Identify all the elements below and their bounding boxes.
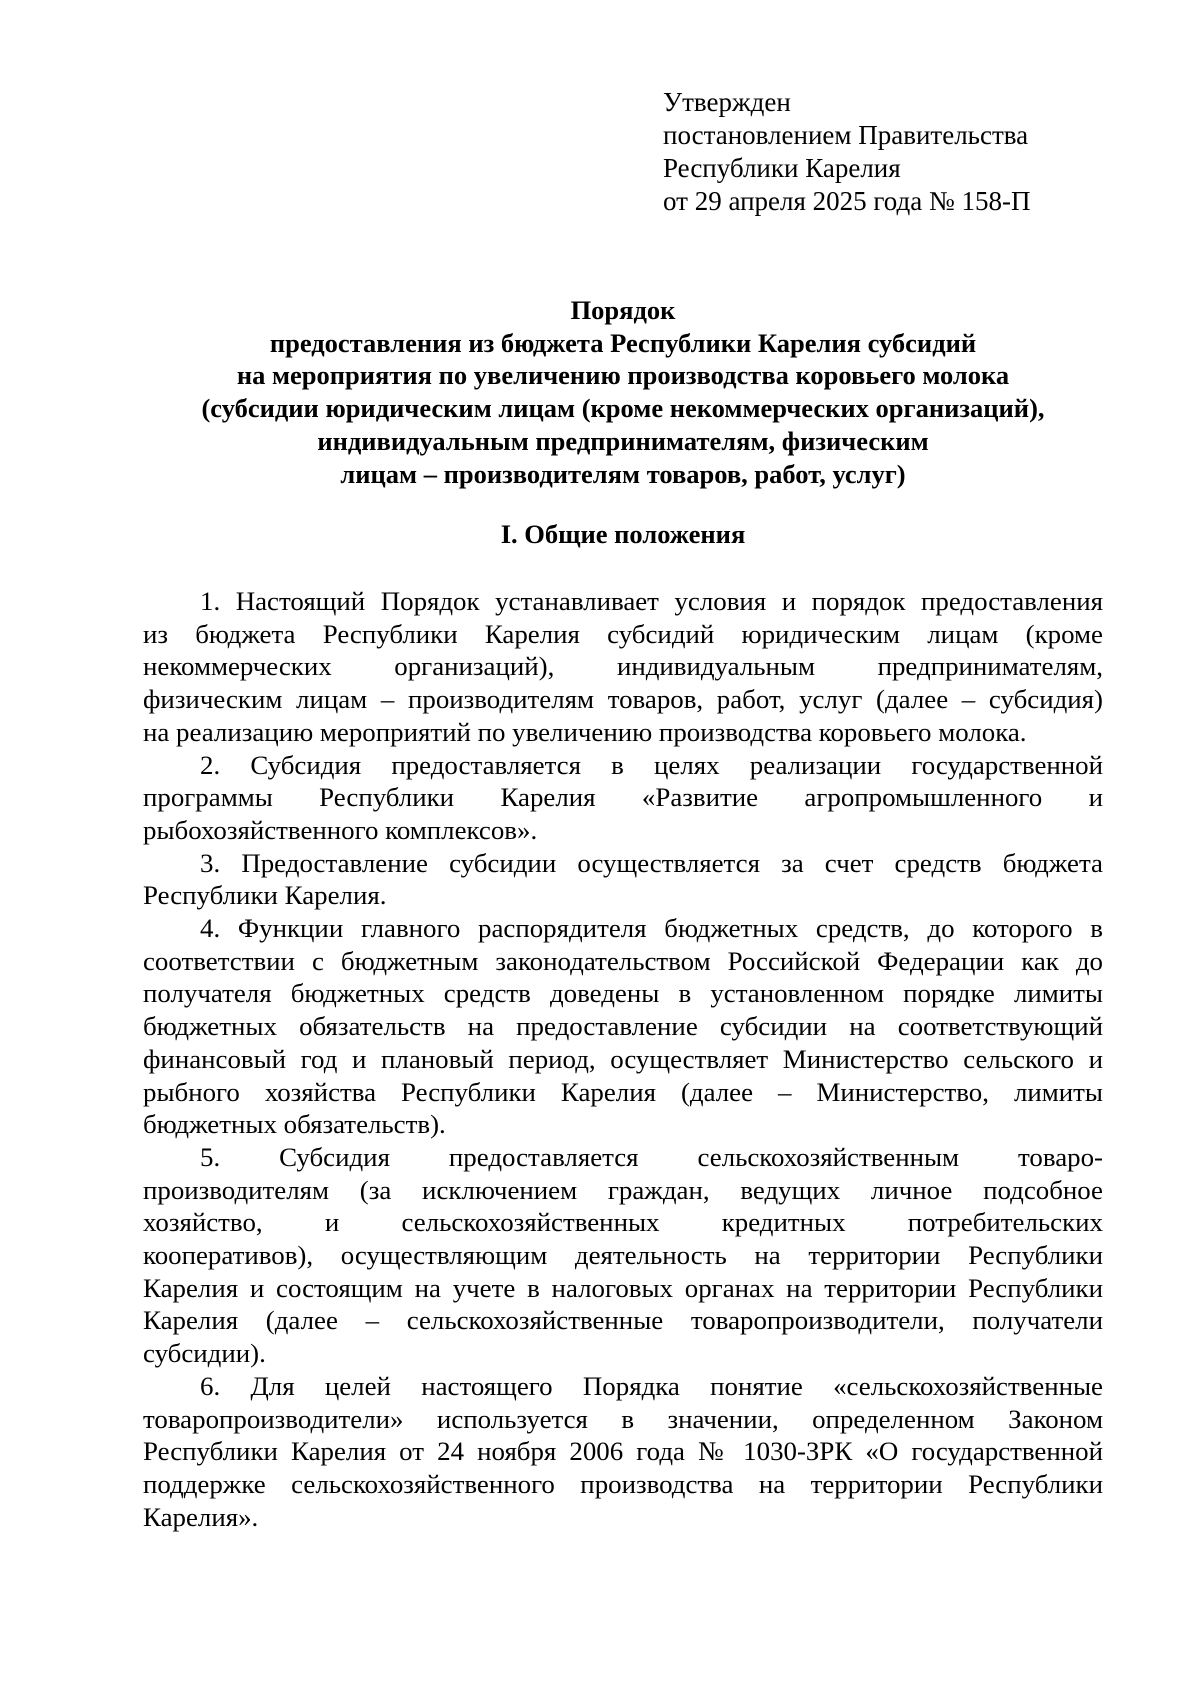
paragraph-line: рыбного хозяйства Республики Карелия (далее – Министерство, лимиты bbox=[143, 1076, 1103, 1107]
paragraph-line: кооперативов), осуществляющим деятельность на территории Республики bbox=[143, 1240, 1103, 1271]
paragraph-line: получателя бюджетных средств доведены в установленном порядке лимиты bbox=[143, 978, 1103, 1009]
paragraph-line: финансовый год и плановый период, осуществляет Министерство сельского и bbox=[143, 1043, 1103, 1074]
paragraph-5 bbox=[143, 1141, 1103, 1370]
paragraph-1 bbox=[143, 585, 1103, 749]
paragraph-line: производителям (за исключением граждан, ведущих личное подсобное bbox=[143, 1174, 1103, 1205]
paragraph-line: субсидии). bbox=[143, 1338, 266, 1369]
approval-line: постановлением Правительства bbox=[663, 120, 1029, 150]
paragraph-line: из бюджета Республики Карелия субсидий юридическим лицам (кроме bbox=[143, 618, 1103, 649]
paragraph-line: Карелия и состоящим на учете в налоговых органах на территории Республики bbox=[143, 1272, 1103, 1303]
document-title bbox=[143, 294, 1103, 490]
paragraph-line: Карелия (далее – сельскохозяйственные товаропроизводители, получатели bbox=[143, 1305, 1103, 1336]
paragraph-line: соответствии с бюджетным законодательством Российской Федерации как до bbox=[143, 945, 1103, 976]
paragraph-line: некоммерческих организаций), индивидуальным предпринимателям, bbox=[143, 651, 1103, 682]
paragraph-6 bbox=[143, 1370, 1103, 1534]
approval-stamp bbox=[663, 86, 1103, 218]
paragraph-line: 4. Функции главного распорядителя бюджетных средств, до которого в bbox=[200, 913, 1103, 944]
approval-line: Республики Карелия bbox=[663, 153, 901, 183]
title-line: на мероприятия по увеличению производства коровьего молока bbox=[236, 360, 1010, 391]
paragraph-line: 5. Субсидия предоставляется сельскохозяйственным товаро- bbox=[200, 1141, 1103, 1172]
paragraph-line: бюджетных обязательств на предоставление субсидии на соответствующий bbox=[143, 1011, 1103, 1042]
paragraph-line: Республики Карелия. bbox=[143, 880, 387, 911]
paragraph-line: 6. Для целей настоящего Порядка понятие «сельскохозяйственные bbox=[200, 1370, 1103, 1401]
paragraph-line: программы Республики Карелия «Развитие агропромышленного и bbox=[143, 782, 1103, 813]
approval-line: от 29 апреля 2025 года № 158-П bbox=[663, 186, 1031, 216]
paragraph-line: товаропроизводители» используется в значении, определенном Законом bbox=[143, 1403, 1103, 1434]
paragraph-line: 2. Субсидия предоставляется в целях реализации государственной bbox=[200, 749, 1103, 780]
paragraph-line: на реализацию мероприятий по увеличению производства коровьего молока. bbox=[143, 716, 1027, 747]
paragraph-line: 3. Предоставление субсидии осуществляется за счет средств бюджета bbox=[200, 847, 1103, 878]
approval-line: Утвержден bbox=[663, 87, 791, 117]
paragraph-line: физическим лицам – производителям товаров, работ, услуг (далее – субсидия) bbox=[143, 684, 1103, 715]
paragraph-line: Республики Карелия от 24 ноября 2006 года № 1030-ЗРК «О государственной bbox=[143, 1436, 1103, 1467]
document-body bbox=[143, 585, 1103, 1533]
paragraph-3 bbox=[143, 847, 1103, 912]
paragraph-4 bbox=[143, 912, 1103, 1141]
title-line: лицам – производителям товаров, работ, услуг) bbox=[340, 458, 906, 489]
paragraph-line: поддержке сельскохозяйственного производства на территории Республики bbox=[143, 1468, 1103, 1499]
paragraph-line: 1. Настоящий Порядок устанавливает условия и порядок предоставления bbox=[200, 586, 1103, 616]
paragraph-line: бюджетных обязательств). bbox=[143, 1109, 446, 1140]
paragraph-2 bbox=[143, 749, 1103, 847]
title-line: индивидуальным предпринимателям, физическим bbox=[317, 425, 929, 456]
title-line: Порядок bbox=[570, 295, 676, 325]
title-line: предоставления из бюджета Республики Карелия субсидий bbox=[269, 327, 977, 358]
title-line: (субсидии юридическим лицам (кроме некоммерческих организаций), bbox=[201, 393, 1045, 424]
paragraph-line: рыбохозяйственного комплексов». bbox=[143, 814, 538, 845]
section-heading: I. Общие положения bbox=[500, 519, 746, 549]
paragraph-line: Карелия». bbox=[143, 1501, 259, 1532]
paragraph-line: хозяйство, и сельскохозяйственных кредитных потребительских bbox=[143, 1207, 1103, 1238]
